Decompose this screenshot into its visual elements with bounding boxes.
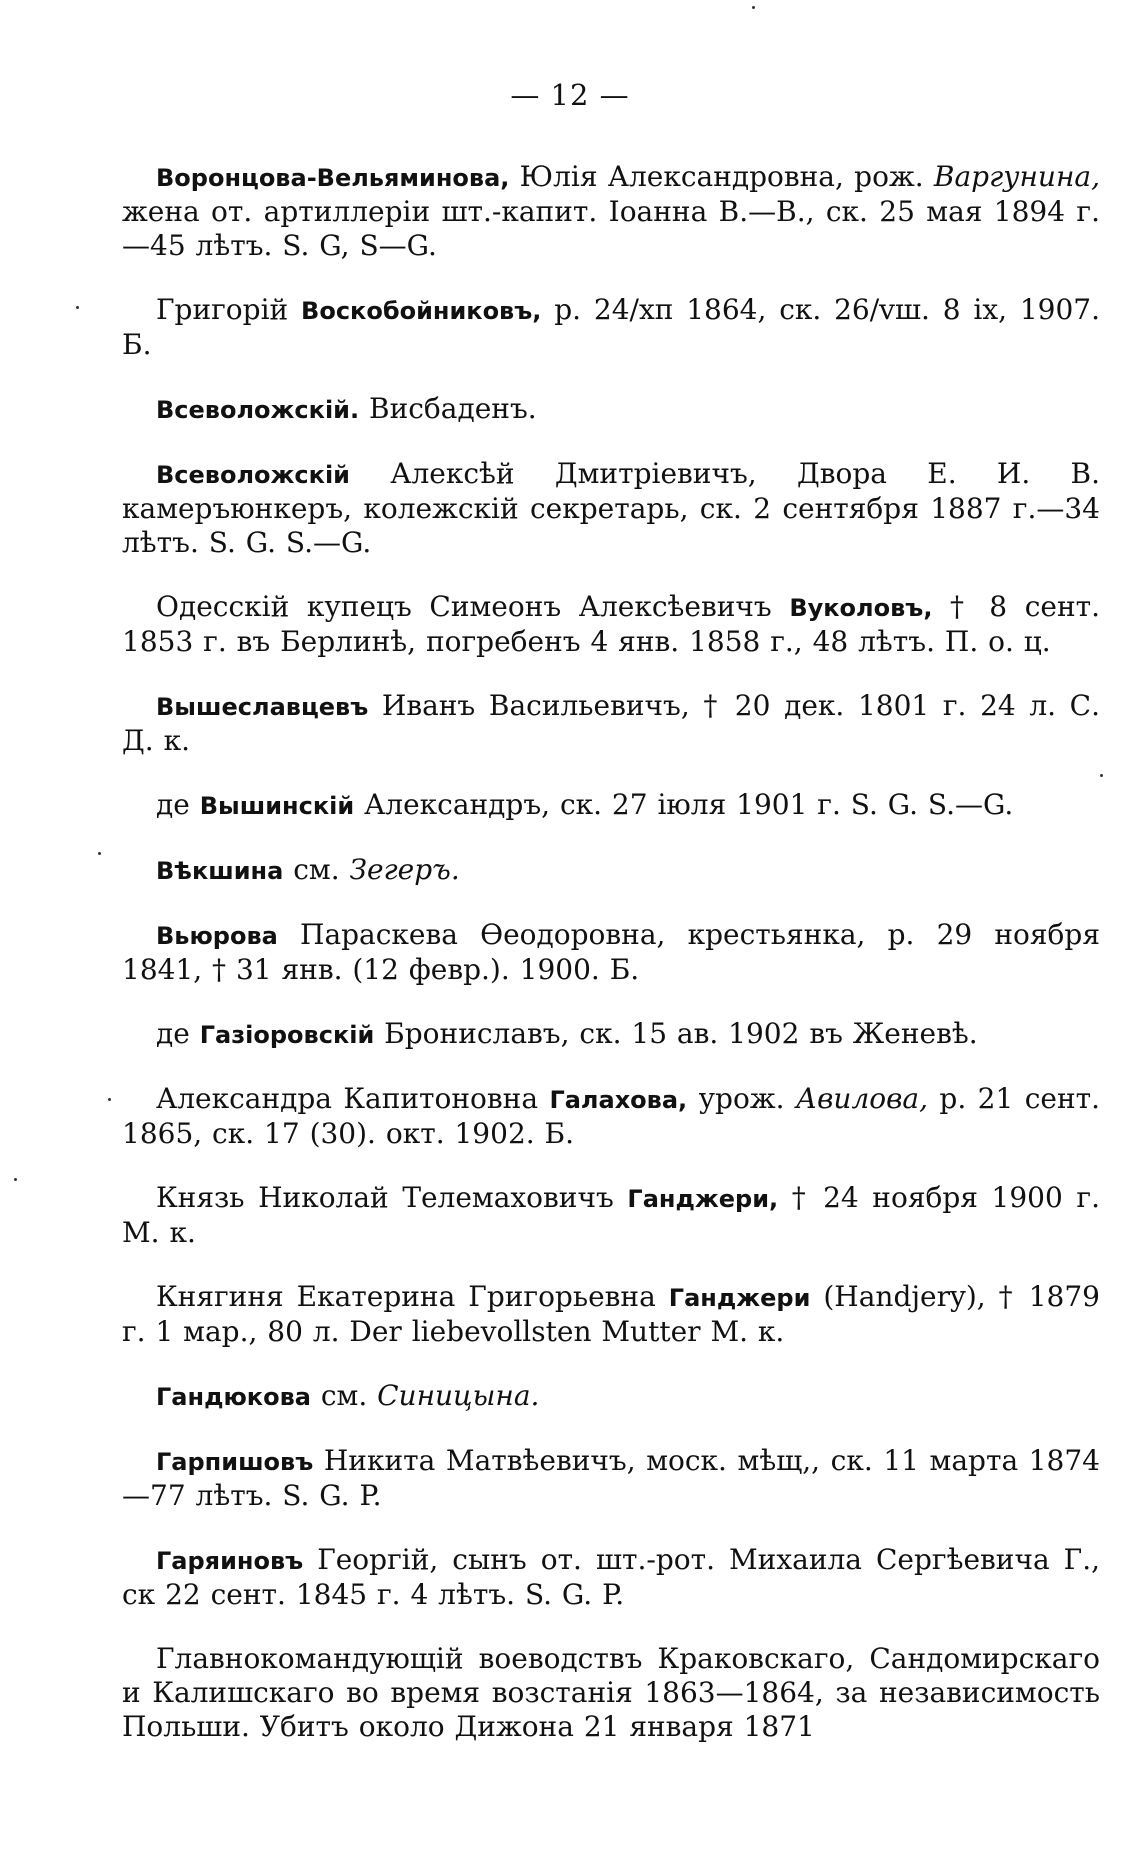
list-item: Григорій Воскобойниковъ, р. 24/хп 1864, ск. 26/vш. 8 ix, 1907. Б. (122, 293, 1101, 361)
entry-surname: Всеволожскій (156, 461, 350, 489)
list-item: де Газіоровскій Брониславъ, ск. 15 ав. 1902 въ Женевѣ. (156, 1017, 978, 1050)
entry-surname: Вышеславцевъ (156, 693, 369, 721)
entry-surname: Гарпишовъ (156, 1448, 314, 1476)
entry-italic-name: Зегеръ. (349, 853, 460, 886)
entry-surname: Ганджери, (627, 1185, 779, 1213)
scan-speck (98, 852, 101, 855)
entry-surname: Всеволожскій. (156, 396, 360, 424)
list-item: Всеволожскій Алексѣй Дмитріевичъ, Двора Е. И. В. камеръюнкеръ, колежскій секретарь, ск. 2 сентября 1887 г.—34 лѣтъ. S. G. S.—G. (122, 457, 1100, 559)
entry-surname: Вышинскій (199, 792, 355, 820)
list-item: Гарпишовъ Никита Матвѣевичъ, моск. мѣщ,, ск. 11 марта 1874—77 лѣтъ. S. G. P. (122, 1444, 1100, 1512)
list-item: де Вышинскій Александръ, ск. 27 іюля 1901 г. S. G. S.—G. (156, 788, 1014, 821)
entry-surname: Вьюрова (156, 922, 278, 950)
entry-surname: Газіоровскій (199, 1021, 375, 1049)
entry-italic-name: Авилова, (795, 1082, 929, 1115)
list-item: Вышеславцевъ Иванъ Васильевичъ, † 20 дек. 1801 г. 24 л. С. Д. к. (122, 689, 1100, 757)
entry-surname: Воронцова-Вельяминова, (156, 164, 510, 192)
entry-surname: Гандюкова (156, 1383, 311, 1411)
list-item: Князь Николай Телемаховичъ Ганджери, † 24 ноября 1900 г. М. к. (122, 1181, 1100, 1249)
scan-speck (14, 1178, 17, 1181)
entry-italic-name: Варгунина, (933, 160, 1100, 193)
list-item: Княгиня Екатерина Григорьевна Ганджери (Handjery), † 1879 г. 1 мар., 80 л. Der liebevollsten Mutter M. к. (122, 1280, 1100, 1348)
scan-speck (752, 6, 755, 9)
entry-italic-name: Синицына. (377, 1379, 540, 1412)
entry-list (122, 160, 1100, 1775)
entry-surname: Вѣкшина (156, 857, 284, 885)
list-item: Вѣкшина см. Зегеръ. (156, 853, 460, 886)
list-item: Воронцова-Вельяминова, Юлія Александровна, рож. Варгунина, жена от. артиллеріи шт.-капит. Іоанна В.—В., ск. 25 мая 1894 г.—45 лѣтъ. S. G, S—G. (122, 160, 1100, 262)
list-item: Всеволожскій. Висбаденъ. (156, 392, 537, 425)
scan-speck (108, 1098, 111, 1101)
entry-surname: Воскобойниковъ, (301, 297, 542, 325)
list-item: Гаряиновъ Георгій, сынъ от. шт.-рот. Михаила Сергѣевича Г., ск 22 сент. 1845 г. 4 лѣтъ. S. G. P. (122, 1543, 1100, 1611)
entry-surname: Галахова, (549, 1086, 688, 1114)
list-item: Александра Капитоновна Галахова, урож. Авилова, р. 21 сент. 1865, ск. 17 (30). окт. 1902. Б. (122, 1082, 1100, 1150)
list-item: Гандюкова см. Синицына. (156, 1379, 540, 1412)
scan-speck (76, 306, 79, 309)
entry-surname: Вуколовъ, (789, 594, 933, 622)
list-item: Одесскій купецъ Симеонъ Алексѣевичъ Вуколовъ, † 8 сент. 1853 г. въ Берлинѣ, погребенъ 4 янв. 1858 г., 48 лѣтъ. П. о. ц. (122, 590, 1100, 658)
list-item: Главнокомандующій воеводствъ Краковскаго, Сандомирскаго и Калишскаго во время возстанія 1863—1864, за независимость Польши. Убитъ около Дижона 21 января 1871 (122, 1642, 1100, 1743)
scan-speck (1100, 774, 1103, 777)
list-item: Вьюрова Параскева Ѳеодоровна, крестьянка, р. 29 ноября 1841, † 31 янв. (12 февр.). 1900. Б. (122, 918, 1100, 986)
entry-surname: Гаряиновъ (156, 1547, 304, 1575)
entry-surname: Ганджери (668, 1284, 811, 1312)
page-number: — 12 — (510, 78, 630, 112)
